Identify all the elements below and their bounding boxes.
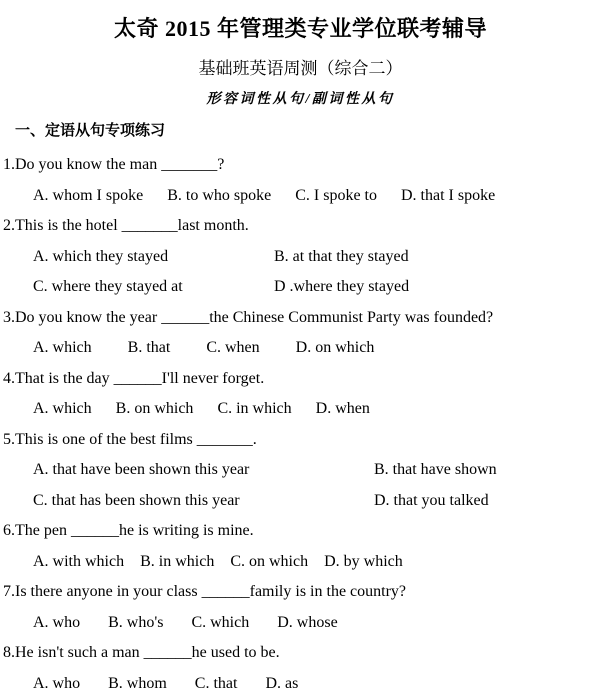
question-6 — [3, 516, 598, 577]
option-item: B. on which — [115, 400, 194, 417]
question-options — [3, 547, 598, 578]
option-item: C. I spoke to — [295, 186, 377, 204]
question-1 — [3, 150, 598, 211]
question-options — [3, 394, 598, 425]
question-stem: 1.Do you know the man _______? — [3, 156, 225, 173]
option-item: D. that you talked — [374, 491, 489, 509]
question-options-row — [3, 486, 598, 517]
question-options-row — [3, 272, 598, 303]
question-options-row — [3, 455, 598, 486]
question-stem: 7.Is there anyone in your class ______family is in the country? — [3, 583, 407, 600]
option-item: A. who — [33, 674, 81, 692]
option-item: A. that have been shown this year — [33, 461, 250, 478]
question-options — [3, 333, 598, 364]
question-stem: 6.The pen ______he is writing is mine. — [3, 522, 254, 539]
section-heading: 一、定语从句专项练习 — [15, 123, 166, 139]
question-stem: 4.That is the day ______I'll never forget. — [3, 369, 265, 387]
question-stem: 3.Do you know the year ______the Chinese Communist Party was founded? — [3, 308, 494, 326]
option-item: A. which — [33, 339, 92, 356]
option-item: C. which — [191, 613, 250, 631]
option-item: D. as — [265, 674, 299, 692]
question-4 — [3, 364, 598, 425]
option-item: D .where they stayed — [274, 278, 410, 295]
option-item: B. in which — [140, 552, 215, 570]
option-item: C. when — [206, 339, 260, 356]
option-item: C. on which — [230, 552, 309, 570]
option-item: C. that has been shown this year — [33, 491, 240, 509]
page-title: 太奇 2015 年管理类专业学位联考辅导 — [113, 16, 487, 41]
option-item: C. that — [194, 674, 238, 692]
question-options — [3, 669, 598, 699]
option-item: C. in which — [217, 400, 292, 417]
question-stem: 8.He isn't such a man ______he used to be. — [3, 644, 280, 661]
question-options — [3, 608, 598, 639]
option-item: D. by which — [324, 552, 403, 570]
option-item: B. who's — [108, 613, 164, 631]
option-item: B. that have shown — [374, 461, 497, 478]
option-item: B. that — [127, 339, 171, 356]
question-2 — [3, 211, 598, 303]
question-stem: 2.This is the hotel _______last month. — [3, 217, 249, 234]
question-stem: 5.This is one of the best films _______. — [3, 430, 257, 448]
option-item: D. on which — [295, 339, 375, 356]
question-5 — [3, 425, 598, 517]
option-item: A. who — [33, 613, 81, 631]
question-8 — [3, 638, 598, 699]
question-3 — [3, 303, 598, 364]
option-item: A. which they stayed — [33, 247, 169, 265]
option-item: B. at that they stayed — [274, 247, 409, 265]
option-item: B. to who spoke — [167, 186, 272, 204]
option-item: D. that I spoke — [401, 186, 496, 204]
question-options — [3, 181, 598, 212]
option-item: D. when — [315, 400, 370, 417]
question-list — [3, 150, 598, 699]
option-item: C. where they stayed at — [33, 278, 183, 295]
option-item: A. whom I spoke — [33, 186, 144, 204]
option-item: A. which — [33, 400, 92, 417]
question-options-row — [3, 242, 598, 273]
subtitle: 基础班英语周测（综合二） — [198, 59, 403, 78]
option-item: A. with which — [33, 552, 125, 570]
topic-line: 形容词性从句/副词性从句 — [206, 92, 395, 107]
option-item: B. whom — [108, 674, 167, 692]
option-item: D. whose — [277, 613, 338, 631]
question-7 — [3, 577, 598, 638]
